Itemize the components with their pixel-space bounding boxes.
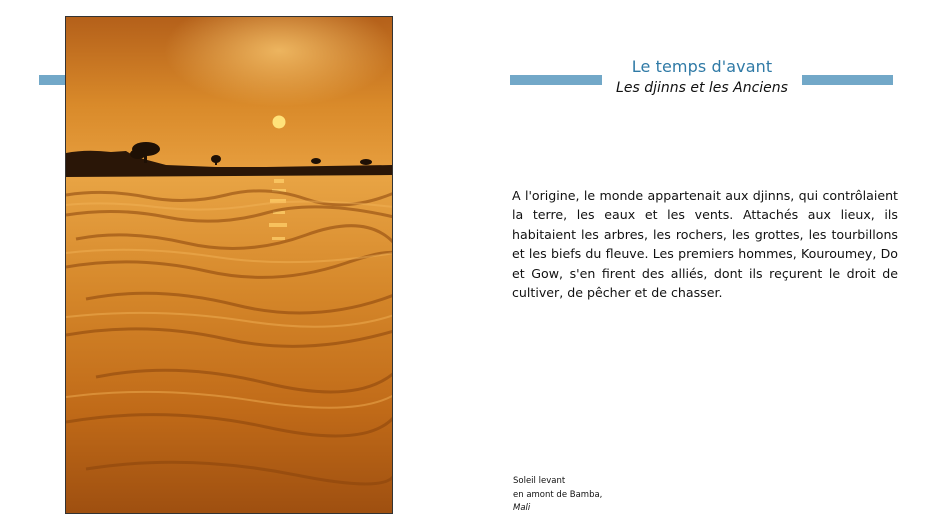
caption-line-3: Mali [513,503,531,513]
decorative-bar-left [39,75,67,85]
decorative-bar-right [802,75,893,85]
sun [273,116,286,129]
caption-line-2: en amont de Bamba, [513,489,603,500]
body-paragraph: A l'origine, le monde appartenait aux djinns, qui contrôlaient la terre, les eaux et les vents. Attachés aux lieux, ils habitaient les arbres, les rochers, les grottes, les tourbillons et les biefs du fleuve. Les premiers hommes, Kouroumey, Do et Gow, s'en firent des alliés, dont ils reçurent le droit de cultiver, de pêcher et de chasser. [512,188,898,301]
photo-caption [513,475,602,516]
page-subtitle: Les djinns et les Anciens [616,80,788,96]
sunrise-river-photo [65,16,393,514]
caption-line-1: Soleil levant [513,476,566,486]
page-title: Le temps d'avant [631,57,773,76]
sunrise-river-illustration [66,17,393,514]
decorative-bar-middle [510,75,602,85]
